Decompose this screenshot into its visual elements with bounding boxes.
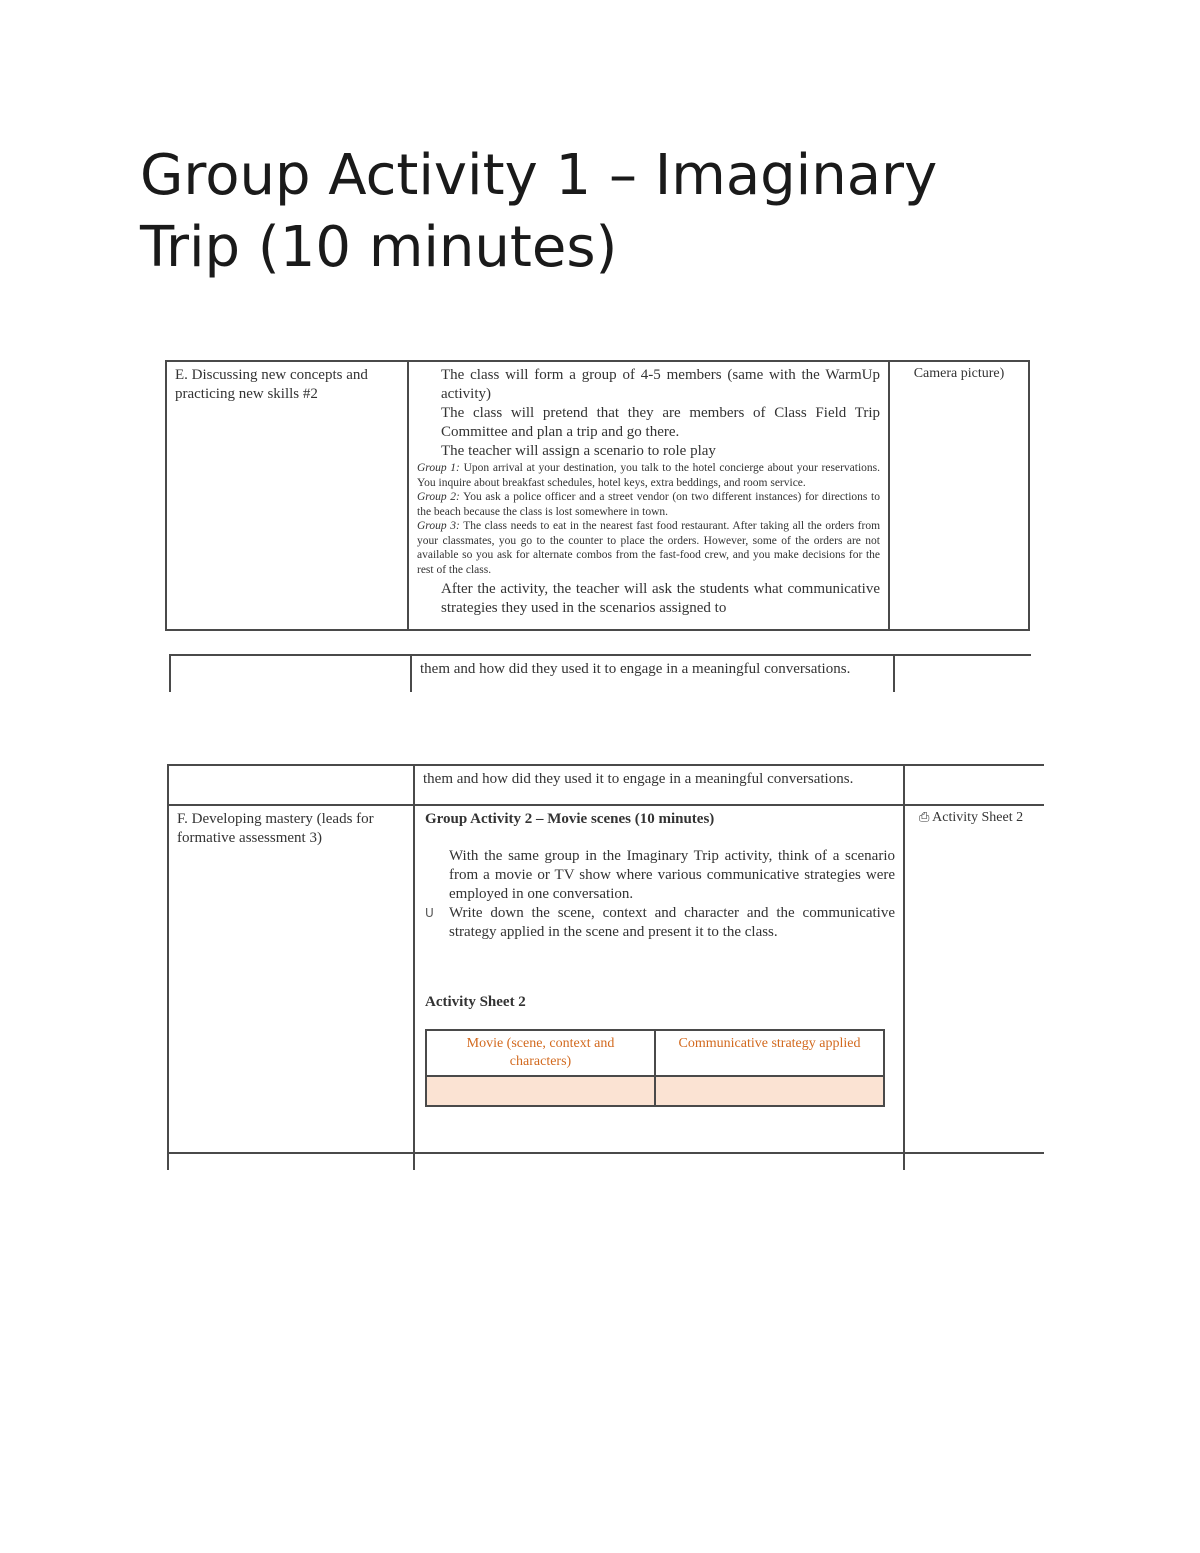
row-resource-cut: [904, 1153, 1044, 1170]
table-snippet-f: [167, 764, 1044, 1170]
bullet-icon: [417, 580, 441, 618]
row-content-e: [408, 361, 889, 630]
group-scenario: Group 3: The class needs to eat in the nearest fast food restaurant. After taking all the orders from your classmates, you go to the counter to place the orders. However, some of the orders are not available so you ask for alternate combos from the fast-food crew, and you make decisions for the rest of the class.: [417, 520, 881, 576]
sheet-header-movie: Movie (scene, context and characters): [426, 1030, 655, 1076]
row-resource-f: ⎙ Activity Sheet 2: [904, 805, 1044, 1153]
list-item: U Write down the scene, context and character and the communicative strategy applied in the scene and present it to the class.: [425, 905, 895, 940]
row-resource-empty: [904, 765, 1044, 805]
table-snippet-continuation: [169, 654, 1031, 696]
row-resource-empty: [894, 655, 1031, 696]
row-label-empty: [170, 655, 411, 696]
group-scenario: Group 1: Upon arrival at your destination, you talk to the hotel concierge about your reservations. You inquire about breakfast schedules, hotel keys, extra beddings, and room service.: [417, 462, 880, 489]
list-item: The class will form a group of 4-5 members (same with the WarmUp activity): [417, 366, 880, 404]
row-continuation: them and how did they used it to engage in a meaningful conversations.: [414, 765, 904, 805]
group-scenario: Group 2: You ask a police officer and a street vendor (on two different instances) for directions to the beach because the class is lost somewhere in town.: [417, 491, 880, 518]
sheet-cell: [426, 1076, 655, 1106]
activity-sheet-title: Activity Sheet 2: [425, 994, 526, 1010]
bullet-icon: [425, 847, 449, 904]
bullet-icon: [417, 442, 441, 461]
activity-sheet-table: [425, 1029, 885, 1107]
list-item: The teacher will assign a scenario to role play: [417, 442, 880, 461]
row-content-f: [414, 805, 904, 1153]
sheet-cell: [655, 1076, 884, 1106]
row-label-e: E. Discussing new concepts and practicing new skills #2: [166, 361, 408, 630]
page-title: Group Activity 1 – Imaginary Trip (10 minutes): [140, 143, 938, 280]
list-item: The class will pretend that they are members of Class Field Trip Committee and plan a trip and go there.: [417, 404, 880, 442]
row-continuation: them and how did they used it to engage in a meaningful conversations.: [411, 655, 894, 696]
bullet-icon: U: [425, 906, 434, 920]
row-label-cut: [168, 1153, 414, 1170]
list-item: After the activity, the teacher will ask the students what communicative strategies they used in the scenarios assigned to: [417, 580, 880, 618]
row-content-cut: [414, 1153, 904, 1170]
bullet-icon: [417, 404, 441, 442]
sheet-header-strategy: Communicative strategy applied: [655, 1030, 884, 1076]
list-item: With the same group in the Imaginary Trip activity, think of a scenario from a movie or TV show where various communicative strategies were employed in one conversation.: [425, 847, 895, 904]
row-label-empty: [168, 765, 414, 805]
table-snippet-e: [165, 360, 1028, 631]
activity-heading: Group Activity 2 – Movie scenes (10 minutes): [425, 811, 715, 827]
printer-icon: ⎙: [919, 810, 930, 825]
row-resource-e: Camera picture): [889, 361, 1029, 630]
bullet-icon: [417, 366, 441, 404]
row-label-f: F. Developing mastery (leads for formative assessment 3): [168, 805, 414, 1153]
